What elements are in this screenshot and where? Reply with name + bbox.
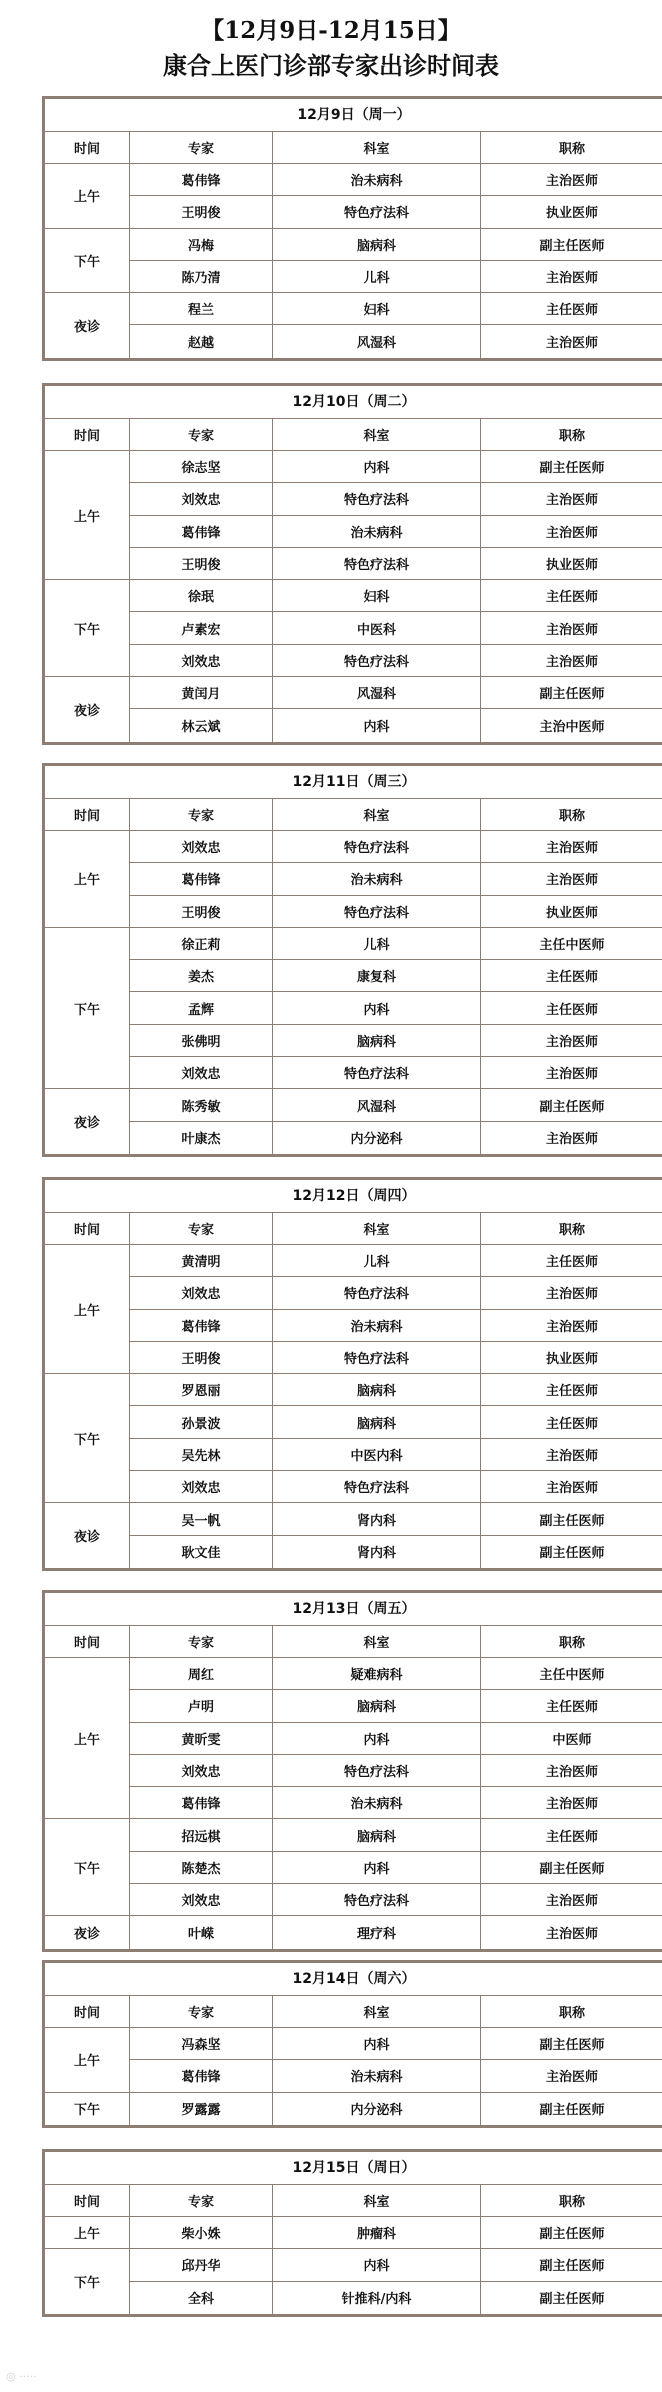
job-title: 主治医师: [481, 1310, 662, 1342]
period-label: 下午: [45, 928, 130, 1089]
expert-name: 耿文佳: [130, 1536, 273, 1568]
column-header-time: 时间: [45, 1213, 130, 1245]
day-title: 12月10日（周二）: [45, 386, 662, 419]
expert-name: 刘效忠: [130, 1471, 273, 1503]
job-title: 副主任医师: [539, 1546, 605, 1562]
column-header-title: 职称: [481, 419, 662, 451]
column-header-title: 职称: [481, 799, 662, 831]
department: 特色疗法科: [273, 1884, 481, 1916]
expert-name: 程兰: [130, 293, 273, 325]
job-title: 主治医师: [481, 1057, 662, 1089]
job-title: 副主任医师: [481, 451, 662, 483]
day-schedule-table: [42, 763, 662, 1157]
job-title: 副主任医师: [481, 677, 662, 709]
department: 妇科: [273, 293, 481, 325]
column-header-dept: 科室: [273, 419, 481, 451]
day-schedule-table: [42, 2149, 662, 2317]
department: 康复科: [273, 960, 481, 992]
period-label: 夜诊: [45, 677, 130, 742]
job-title: 副主任医师: [481, 229, 662, 261]
column-header-time: 时间: [45, 1626, 130, 1658]
job-title: 主治医师: [481, 164, 662, 196]
column-header-time: 时间: [45, 2185, 130, 2217]
period-label: 下午: [45, 580, 130, 677]
department: 内分泌科: [273, 1122, 481, 1154]
department: 内科: [273, 1852, 481, 1884]
job-title: 主任医师: [481, 1245, 662, 1277]
period-label: 上午: [45, 2028, 130, 2093]
expert-name: 葛伟锋: [130, 1310, 273, 1342]
column-header-dept: 科室: [273, 799, 481, 831]
column-header-title: 职称: [481, 2185, 662, 2217]
day-title: 12月14日（周六）: [45, 1963, 662, 1996]
period-label: 上午: [45, 2217, 130, 2249]
column-header-expert: 专家: [130, 1626, 273, 1658]
job-title: 主任医师: [481, 960, 662, 992]
job-title: 副主任医师: [481, 2028, 662, 2060]
schedule-grid: [45, 1996, 662, 2125]
department: 治未病科: [273, 516, 481, 548]
expert-name: 葛伟锋: [130, 164, 273, 196]
column-header-dept: 科室: [273, 2185, 481, 2217]
column-header-time: 时间: [45, 419, 130, 451]
column-header-title: 职称: [481, 1626, 662, 1658]
job-title: 主治医师: [481, 1439, 662, 1471]
job-title: 副主任医师: [481, 1503, 662, 1535]
department: 脑病科: [273, 1025, 481, 1057]
department: 特色疗法科: [273, 1277, 481, 1309]
column-header-dept: 科室: [273, 1213, 481, 1245]
job-title: 副主任医师: [481, 2249, 662, 2281]
department: 特色疗法科: [273, 1342, 481, 1374]
department: 治未病科: [273, 164, 481, 196]
column-header-expert: 专家: [130, 132, 273, 164]
expert-name: 徐珉: [130, 580, 273, 612]
expert-name: 陈秀敏: [130, 1089, 273, 1121]
day-title: 12月9日（周一）: [45, 99, 662, 132]
expert-name: 冯梅: [130, 229, 273, 261]
day-schedule-table: [42, 383, 662, 745]
expert-name: 徐志坚: [130, 451, 273, 483]
column-header-time: 时间: [45, 1996, 130, 2028]
period-label: 夜诊: [45, 1503, 130, 1568]
department: 中医科: [273, 612, 481, 644]
expert-name: 刘效忠: [130, 483, 273, 515]
expert-name: 张佛明: [130, 1025, 273, 1057]
job-title: 主治医师: [481, 645, 662, 677]
period-label: 下午: [45, 1374, 130, 1503]
job-title: 主治医师: [545, 336, 598, 352]
expert-name: 叶康杰: [130, 1122, 273, 1154]
period-label: 上午: [45, 451, 130, 580]
expert-name: 刘效忠: [130, 1277, 273, 1309]
expert-name: 陈乃清: [130, 261, 273, 293]
job-title: 执业医师: [481, 196, 662, 228]
department: 特色疗法科: [273, 483, 481, 515]
expert-name: 卢明: [130, 1690, 273, 1722]
job-title: 主治医师: [481, 1471, 662, 1503]
department: 内科: [273, 1723, 481, 1755]
job-title: 主治医师: [481, 1787, 662, 1819]
department: 治未病科: [273, 1787, 481, 1819]
job-title: 主治医师: [481, 612, 662, 644]
expert-name: 叶嵘: [130, 1916, 273, 1948]
job-title: 副主任医师: [481, 2217, 662, 2249]
job-title: 主治医师: [481, 831, 662, 863]
job-title: 主任医师: [481, 293, 662, 325]
job-title: 副主任医师: [481, 1089, 662, 1121]
expert-name: 黄清明: [130, 1245, 273, 1277]
expert-name: 葛伟锋: [130, 516, 273, 548]
department: 脑病科: [273, 1374, 481, 1406]
column-header-title: 职称: [481, 1213, 662, 1245]
job-title: 执业医师: [481, 1342, 662, 1374]
expert-name: 林云斌: [130, 709, 273, 741]
period-label: 下午: [45, 229, 130, 294]
period-label: 下午: [45, 1819, 130, 1916]
period-label: 上午: [45, 1658, 130, 1819]
department: 治未病科: [273, 2060, 481, 2092]
expert-name: 葛伟锋: [130, 1787, 273, 1819]
column-header-time: 时间: [45, 132, 130, 164]
department: 脑病科: [273, 229, 481, 261]
column-header-expert: 专家: [130, 799, 273, 831]
job-title: 中医师: [481, 1723, 662, 1755]
job-title: 主任医师: [481, 580, 662, 612]
schedule-grid: [45, 419, 662, 742]
department: 内科: [273, 451, 481, 483]
department: 理疗科: [273, 1916, 481, 1948]
expert-name: 姜杰: [130, 960, 273, 992]
column-header-dept: 科室: [273, 132, 481, 164]
expert-name: 王明俊: [130, 548, 273, 580]
department: 风湿科: [273, 677, 481, 709]
department: 内科: [273, 992, 481, 1024]
expert-name: 邱丹华: [130, 2249, 273, 2281]
day-schedule-table: [42, 96, 662, 361]
schedule-grid: [45, 799, 662, 1154]
day-title: 12月11日（周三）: [45, 766, 662, 799]
department: 儿科: [273, 928, 481, 960]
job-title: 主治医师: [545, 1927, 598, 1943]
department: 特色疗法科: [273, 896, 481, 928]
page-title-date-range: 【12月9日-12月15日】: [201, 17, 461, 44]
job-title: 执业医师: [481, 896, 662, 928]
page-title: 康合上医门诊部专家出诊时间表: [163, 51, 499, 80]
department: 内分泌科: [273, 2093, 481, 2125]
day-schedule-table: [42, 1960, 662, 2128]
job-title: 副主任医师: [539, 2103, 605, 2119]
schedule-grid: [45, 132, 662, 358]
column-header-expert: 专家: [130, 1213, 273, 1245]
department: 内科: [273, 709, 481, 741]
column-header-expert: 专家: [130, 419, 273, 451]
job-title: 主治医师: [481, 1755, 662, 1787]
day-title: 12月12日（周四）: [45, 1180, 662, 1213]
expert-name: 赵越: [130, 325, 273, 357]
expert-name: 刘效忠: [130, 1755, 273, 1787]
expert-name: 招远棋: [130, 1819, 273, 1851]
job-title: 主治医师: [481, 261, 662, 293]
watermark-logo: ◎ ·····: [6, 2370, 37, 2383]
department: 特色疗法科: [273, 1755, 481, 1787]
expert-name: 王明俊: [130, 196, 273, 228]
job-title: 主治医师: [481, 1884, 662, 1916]
job-title: 主治医师: [481, 1277, 662, 1309]
expert-name: 吴先林: [130, 1439, 273, 1471]
period-label: 夜诊: [45, 1089, 130, 1154]
expert-name: 陈楚杰: [130, 1852, 273, 1884]
day-title: 12月15日（周日）: [45, 2152, 662, 2185]
expert-name: 黄昕雯: [130, 1723, 273, 1755]
department: 脑病科: [273, 1690, 481, 1722]
column-header-expert: 专家: [130, 1996, 273, 2028]
department: 风湿科: [273, 1089, 481, 1121]
period-label: 下午: [45, 2249, 130, 2314]
column-header-time: 时间: [45, 799, 130, 831]
period-label: 夜诊: [45, 293, 130, 358]
expert-name: 刘效忠: [130, 831, 273, 863]
day-schedule-table: [42, 1590, 662, 1952]
department: 特色疗法科: [273, 548, 481, 580]
period-label: 上午: [45, 831, 130, 928]
column-header-dept: 科室: [273, 1626, 481, 1658]
department: 儿科: [273, 1245, 481, 1277]
department: 疑难病科: [273, 1658, 481, 1690]
expert-name: 黄闰月: [130, 677, 273, 709]
department: 特色疗法科: [273, 831, 481, 863]
job-title: 主任医师: [481, 1374, 662, 1406]
schedule-grid: [45, 2185, 662, 2314]
job-title: 副主任医师: [481, 1852, 662, 1884]
department: 肾内科: [273, 1536, 481, 1568]
schedule-grid: [45, 1626, 662, 1949]
job-title: 主任中医师: [481, 928, 662, 960]
department: 特色疗法科: [273, 1471, 481, 1503]
department: 脑病科: [273, 1819, 481, 1851]
expert-name: 冯森坚: [130, 2028, 273, 2060]
period-label: 上午: [45, 164, 130, 229]
expert-name: 孟辉: [130, 992, 273, 1024]
expert-name: 刘效忠: [130, 1884, 273, 1916]
period-label: 上午: [45, 1245, 130, 1374]
department: 内科: [273, 2028, 481, 2060]
department: 脑病科: [273, 1406, 481, 1438]
expert-name: 吴一帆: [130, 1503, 273, 1535]
expert-name: 卢素宏: [130, 612, 273, 644]
expert-name: 罗露露: [130, 2093, 273, 2125]
period-label: 夜诊: [45, 1916, 130, 1948]
expert-name: 柴小姝: [130, 2217, 273, 2249]
job-title: 主任医师: [481, 1690, 662, 1722]
expert-name: 刘效忠: [130, 645, 273, 677]
department: 肾内科: [273, 1503, 481, 1535]
job-title: 主任医师: [481, 1406, 662, 1438]
day-schedule-table: [42, 1177, 662, 1571]
job-title: 主治中医师: [539, 720, 605, 736]
expert-name: 全科: [130, 2282, 273, 2314]
job-title: 主治医师: [481, 2060, 662, 2092]
job-title: 副主任医师: [539, 2292, 605, 2308]
department: 特色疗法科: [273, 1057, 481, 1089]
job-title: 主治医师: [481, 1025, 662, 1057]
job-title: 主治医师: [481, 483, 662, 515]
department: 治未病科: [273, 1310, 481, 1342]
job-title: 执业医师: [481, 548, 662, 580]
column-header-title: 职称: [481, 132, 662, 164]
job-title: 主治医师: [481, 516, 662, 548]
department: 特色疗法科: [273, 196, 481, 228]
department: 妇科: [273, 580, 481, 612]
department: 针推科/内科: [273, 2282, 481, 2314]
expert-name: 王明俊: [130, 896, 273, 928]
expert-name: 周红: [130, 1658, 273, 1690]
job-title: 主任医师: [481, 992, 662, 1024]
column-header-title: 职称: [481, 1996, 662, 2028]
department: 治未病科: [273, 863, 481, 895]
expert-name: 罗恩丽: [130, 1374, 273, 1406]
period-label: 下午: [45, 2093, 130, 2125]
department: 儿科: [273, 261, 481, 293]
department: 内科: [273, 2249, 481, 2281]
expert-name: 葛伟锋: [130, 2060, 273, 2092]
expert-name: 徐正莉: [130, 928, 273, 960]
column-header-expert: 专家: [130, 2185, 273, 2217]
day-title: 12月13日（周五）: [45, 1593, 662, 1626]
job-title: 主治医师: [545, 1132, 598, 1148]
page-header: [0, 0, 662, 80]
job-title: 主任中医师: [481, 1658, 662, 1690]
expert-name: 葛伟锋: [130, 863, 273, 895]
job-title: 主治医师: [481, 863, 662, 895]
department: 风湿科: [273, 325, 481, 357]
expert-name: 刘效忠: [130, 1057, 273, 1089]
department: 肿瘤科: [273, 2217, 481, 2249]
job-title: 主任医师: [481, 1819, 662, 1851]
schedule-grid: [45, 1213, 662, 1568]
expert-name: 王明俊: [130, 1342, 273, 1374]
department: 特色疗法科: [273, 645, 481, 677]
department: 中医内科: [273, 1439, 481, 1471]
expert-name: 孙景波: [130, 1406, 273, 1438]
column-header-dept: 科室: [273, 1996, 481, 2028]
